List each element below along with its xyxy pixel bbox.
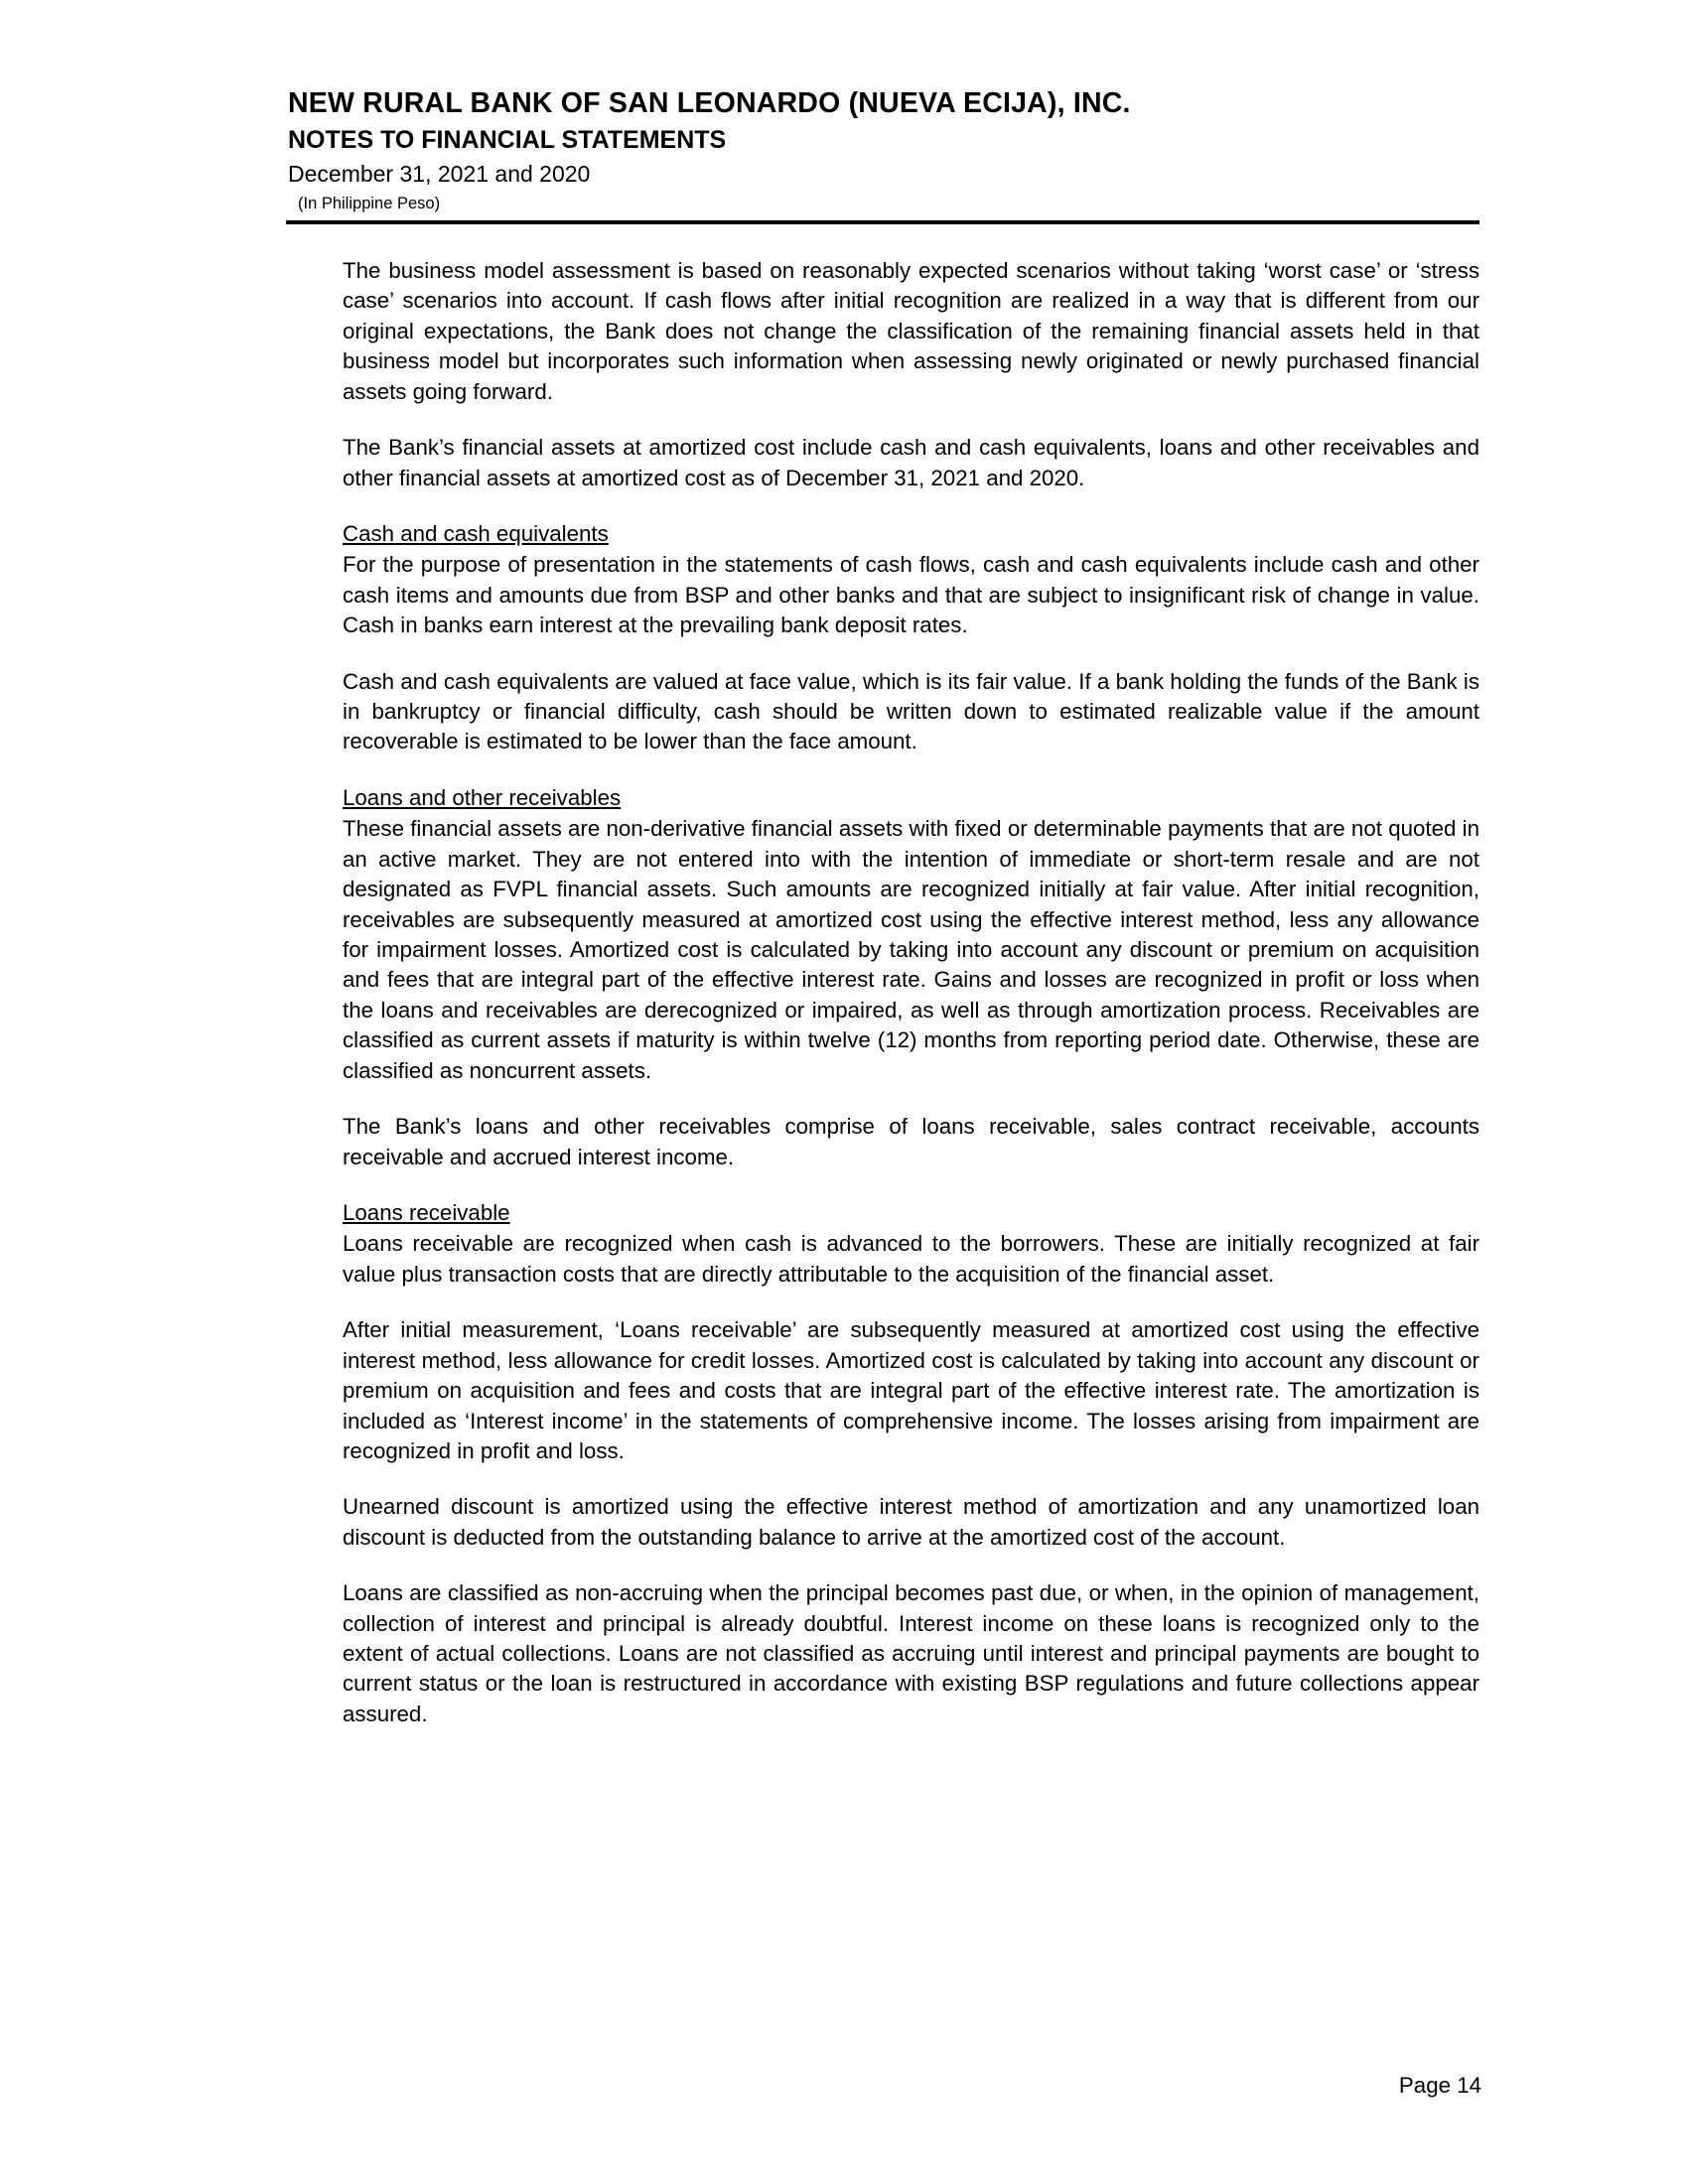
document-title: NOTES TO FINANCIAL STATEMENTS	[288, 125, 727, 154]
paragraph-unearned-discount: Unearned discount is amortized using the effective interest method of amortization and any unamortized loan discount is deducted from the outstanding balance to arrive at the amortized cost of the account.	[343, 1494, 1479, 1550]
page-number: Page 14	[1398, 2073, 1481, 2098]
paragraph-cash-valuation: Cash and cash equivalents are valued at face value, which is its fair value. If a bank holding the funds of the Bank is in bankruptcy or financial difficulty, cash should be written down to estimated realizable value if the amount recoverable is estimated to be lower than the face amount.	[343, 668, 1479, 754]
subheading-loans-and-other-receivables: Loans and other receivables	[343, 784, 622, 810]
paragraph-non-accruing-loans: Loans are classified as non-accruing when the principal becomes past due, or when, in the opinion of management, collection of interest and principal is already doubtful. Interest income on these loans is recognized only to the extent of actual collections. Loans are not classified as accruing until interest and principal payments are bought to current status or the loan is restructured in accordance with existing BSP regulations and future collections appear assured.	[343, 1580, 1479, 1726]
company-name: NEW RURAL BANK OF SAN LEONARDO (NUEVA ECIJA), INC.	[288, 87, 1131, 119]
subheading-loans-receivable: Loans receivable	[343, 1199, 510, 1225]
currency-note: (In Philippine Peso)	[298, 194, 441, 212]
header-divider	[286, 220, 1479, 224]
paragraph-business-model: The business model assessment is based on reasonably expected scenarios without taking ‘worst case’ or ‘stress case’ scenarios into account. If cash flows after initial recognition are realized in a way that is different from our original expectations, the Bank does not change the classification of the remaining financial assets held in that business model but incorporates such information when assessing newly originated or newly purchased financial assets going forward.	[343, 258, 1479, 404]
paragraph-loans-initial-recognition: Loans receivable are recognized when cash is advanced to the borrowers. These are initially recognized at fair value plus transaction costs that are directly attributable to the acquisition of the financial asset.	[343, 1231, 1479, 1287]
subheading-cash-and-cash-equivalents: Cash and cash equivalents	[343, 520, 609, 546]
paragraph-receivables-composition: The Bank’s loans and other receivables comprise of loans receivable, sales contract receivable, accounts receivable and accrued interest income.	[343, 1114, 1479, 1169]
paragraph-amortized-cost-assets: The Bank’s financial assets at amortized cost include cash and cash equivalents, loans and other receivables and other financial assets at amortized cost as of December 31, 2021 and 2020.	[343, 435, 1479, 490]
paragraph-loans-subsequent-measurement: After initial measurement, ‘Loans receivable’ are subsequently measured at amortized cost using the effective interest method, less allowance for credit losses. Amortized cost is calculated by taking into account any discount or premium on acquisition and fees and costs that are integral part of the effective interest rate. The amortization is included as ‘Interest income’ in the statements of comprehensive income. The losses arising from impairment are recognized in profit and loss.	[343, 1317, 1479, 1463]
paragraph-receivables-measurement: These financial assets are non-derivative financial assets with fixed or determinable payments that are not quoted in an active market. They are not entered into with the intention of immediate or short-term resale and are not designated as FVPL financial assets. Such amounts are recognized initially at fair value. After initial recognition, receivables are subsequently measured at amortized cost using the effective interest method, less any allowance for impairment losses. Amortized cost is calculated by taking into account any discount or premium on acquisition and fees that are integral part of the effective interest rate. Gains and losses are recognized in profit or loss when the loans and receivables are derecognized or impaired, as well as through amortization process. Receivables are classified as current assets if maturity is within twelve (12) months from reporting period date. Otherwise, these are classified as noncurrent assets.	[343, 816, 1479, 1083]
paragraph-cash-presentation: For the purpose of presentation in the statements of cash flows, cash and cash equivalents include cash and other cash items and amounts due from BSP and other banks and that are subject to insignificant risk of change in value. Cash in banks earn interest at the prevailing bank deposit rates.	[343, 552, 1479, 638]
document-body	[343, 256, 1479, 1729]
document-dates: December 31, 2021 and 2020	[288, 160, 591, 187]
document-header	[288, 87, 1479, 213]
